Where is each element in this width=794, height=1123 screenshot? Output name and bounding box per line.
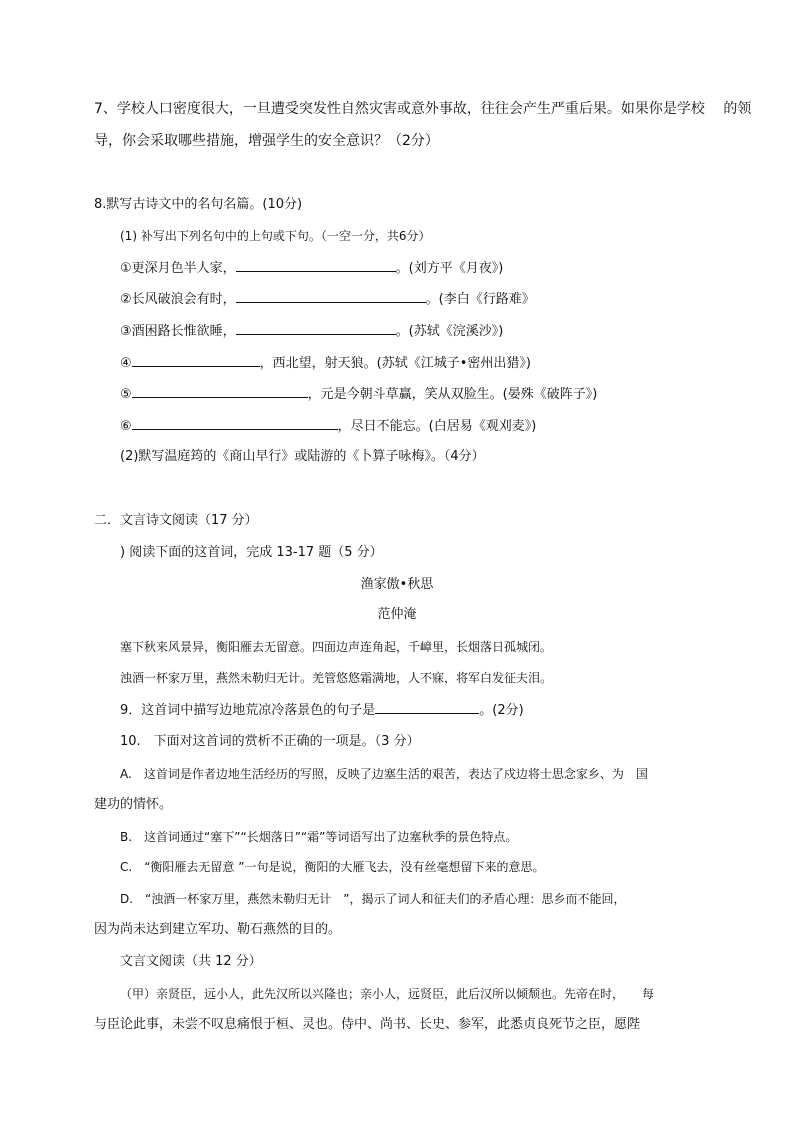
option-a-line1: A. 这首词是作者边地生活经历的写照，反映了边塞生活的艰苦，表达了戍边将士思念家乡、为 国 xyxy=(120,767,648,781)
item-5-post: ，元是今朝斗草赢，笑从双脸生。(晏殊《破阵子》) xyxy=(307,387,598,402)
item-4-post: ，西北望，射天狼。(苏轼《江城子•密州出猎》) xyxy=(259,356,531,371)
option-d-line1: D. “浊酒一杯家万里，燕然未勒归无计 ”，揭示了词人和征夫们的矛盾心理：思乡而不能回， xyxy=(120,892,626,906)
q8-item-5 xyxy=(120,385,597,404)
q8-item-2 xyxy=(120,290,535,309)
poem-author: 范仲淹 xyxy=(377,607,417,622)
q9-post: 。(2分) xyxy=(479,703,524,718)
section2-heading: 二．文言诗文阅读（17 分） xyxy=(94,513,258,528)
answer-blank-2[interactable] xyxy=(236,290,426,303)
wenyanwen-heading: 文言文阅读（共 12 分） xyxy=(120,954,262,969)
poem-line-2: 浊酒一杯家万里，燕然未勒归无计。羌管悠悠霜满地，人不寐，将军白发征夫泪。 xyxy=(120,671,553,685)
item-3-pre: ③酒困路长惟欲睡， xyxy=(120,324,236,339)
wenyanwen-line-1: （甲）亲贤臣，远小人，此先汉所以兴隆也；亲小人，远贤臣，此后汉所以倾颓也。先帝在时， 每 xyxy=(120,987,655,1001)
option-d-line2: 因为尚未达到建立军功、勒石燕然的目的。 xyxy=(94,922,342,937)
item-6-post: ，尽日不能忘。(白居易《观刈麦》) xyxy=(337,419,537,434)
q8-item-6 xyxy=(120,417,536,436)
answer-blank-1[interactable] xyxy=(236,259,396,272)
q8-title: 8.默写古诗文中的名句名篇。(10分) xyxy=(94,197,303,212)
option-c: C. “衡阳雁去无留意 ”一句是说，衡阳的大雁飞去，没有丝毫想留下来的意思。 xyxy=(120,860,545,874)
q7-line2: 导，你会采取哪些措施，增强学生的安全意识？（2分） xyxy=(94,133,439,149)
item-1-post: 。(刘方平《月夜》) xyxy=(395,261,504,276)
q7-line1: 7、学校人口密度很大，一旦遭受突发性自然灾害或意外事故，往往会产生严重后果。如果你是学校 的领 xyxy=(94,101,752,117)
answer-blank-4[interactable] xyxy=(132,354,260,367)
option-a-line2: 建功的情怀。 xyxy=(94,797,173,812)
answer-blank-5[interactable] xyxy=(132,385,308,398)
poem-title: 渔家傲•秋思 xyxy=(360,577,434,592)
item-6-pre: ⑥ xyxy=(120,419,132,434)
item-2-post: 。(李白《行路难》 xyxy=(425,292,535,307)
answer-blank-6[interactable] xyxy=(132,417,338,430)
q9 xyxy=(120,701,524,720)
wenyanwen-line-2: 与臣论此事，未尝不叹息痛恨于桓、灵也。侍中、尚书、长史、参军，此悉贞良死节之臣，愿陛 xyxy=(94,1017,641,1032)
q8-item-1 xyxy=(120,259,503,278)
q9-pre: 9．这首词中描写边地荒凉冷落景色的句子是 xyxy=(120,703,376,718)
q8-item-4 xyxy=(120,354,531,373)
section2-intro: ) 阅读下面的这首词，完成 13-17 题（5 分） xyxy=(120,545,383,560)
q8-item-3 xyxy=(120,322,503,341)
q8-sub1: (1) 补写出下列名句中的上句或下句。（一空一分，共6分） xyxy=(120,229,431,243)
option-b: B. 这首词通过“塞下”“长烟落日”“霜”等词语写出了边塞秋季的景色特点。 xyxy=(120,830,518,844)
answer-blank-3[interactable] xyxy=(236,322,396,335)
item-2-pre: ②长风破浪会有时， xyxy=(120,292,236,307)
item-3-post: 。(苏轼《浣溪沙》) xyxy=(395,324,504,339)
poem-line-1: 塞下秋来风景异，衡阳雁去无留意。四面边声连角起，千嶂里，长烟落日孤城闭。 xyxy=(120,640,553,654)
item-4-pre: ④ xyxy=(120,356,132,371)
q8-sub2: (2)默写温庭筠的《商山早行》或陆游的《卜算子咏梅》。（4分） xyxy=(120,449,485,464)
item-5-pre: ⑤ xyxy=(120,387,132,402)
item-1-pre: ①更深月色半人家， xyxy=(120,261,236,276)
q9-answer-blank[interactable] xyxy=(375,701,479,714)
q10: 10. 下面对这首词的赏析不正确的一项是。（3 分） xyxy=(120,734,420,749)
